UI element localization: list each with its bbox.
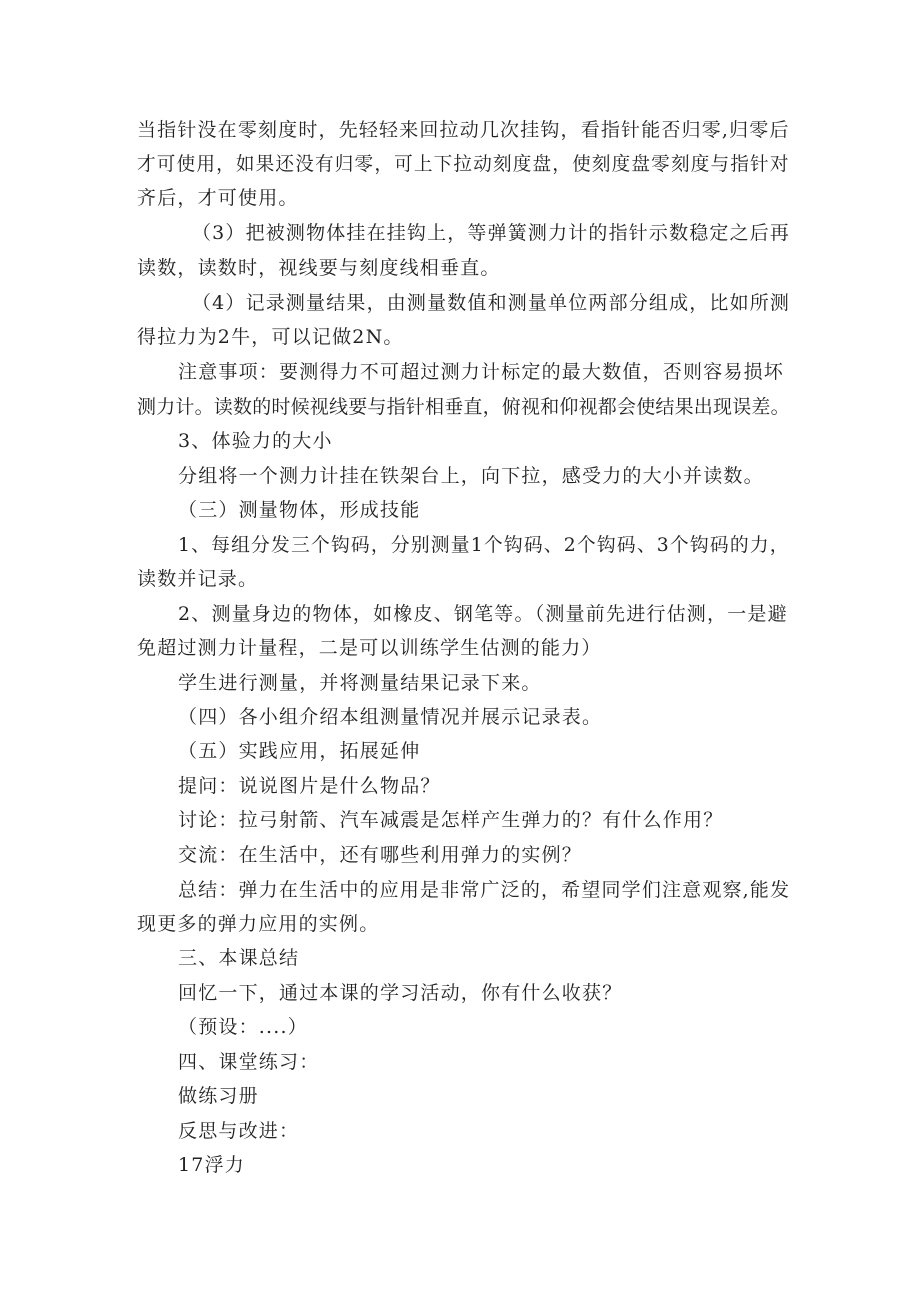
text-line: 读数，读数时，视线要与刻度线相垂直。 <box>137 257 501 279</box>
section-heading: （三）测量物体，形成技能 <box>178 499 421 521</box>
text-line: 回忆一下，通过本课的学习活动，你有什么收获？ <box>178 982 623 1004</box>
text-line: （预设：....） <box>178 1016 308 1038</box>
text-line: 现更多的弹力应用的实例。 <box>137 913 380 935</box>
text-line: 当指针没在零刻度时，先轻轻来回拉动几次挂钩，看指针能否归零,归零后 <box>137 119 790 141</box>
text-line: （4）记录测量结果，由测量数值和测量单位两部分组成，比如所测 <box>192 292 791 314</box>
lesson-title: 17浮力 <box>178 1154 245 1176</box>
text-line: 提问：说说图片是什么物品？ <box>178 775 441 797</box>
section-heading: 四、课堂练习： <box>178 1051 320 1073</box>
text-line: 讨论：拉弓射箭、汽车减震是怎样产生弹力的？有什么作用？ <box>178 809 724 831</box>
text-line: 学生进行测量，并将测量结果记录下来。 <box>178 672 542 694</box>
section-heading: 3、体验力的大小 <box>178 430 333 452</box>
section-heading: （五）实践应用，拓展延伸 <box>178 740 421 762</box>
text-line: 测力计。读数的时候视线要与指针相垂直，俯视和仰视都会使结果出现误差。 <box>137 396 790 418</box>
text-line: 1、每组分发三个钩码，分别测量1个钩码、2个钩码、3个钩码的力， <box>178 534 790 556</box>
text-line: （3）把被测物体挂在挂钩上，等弹簧测力计的指针示数稳定之后再 <box>192 222 791 244</box>
section-heading: 三、本课总结 <box>178 947 300 969</box>
text-line: 免超过测力计量程，二是可以训练学生估测的能力） <box>137 637 602 659</box>
text-line: 反思与改进： <box>178 1120 300 1142</box>
text-line: 2、测量身边的物体，如橡皮、钢笔等。（测量前先进行估测，一是避 <box>178 603 788 625</box>
text-line: 分组将一个测力计挂在铁架台上，向下拉，感受力的大小并读数。 <box>178 465 764 487</box>
text-line: 齐后，才可使用。 <box>137 187 299 209</box>
section-heading: （四）各小组介绍本组测量情况并展示记录表。 <box>178 706 603 728</box>
text-line: 才可使用，如果还没有归零，可上下拉动刻度盘，使刻度盘零刻度与指针对 <box>137 153 790 175</box>
text-line: 交流：在生活中，还有哪些利用弹力的实例？ <box>178 844 583 866</box>
text-line: 总结：弹力在生活中的应用是非常广泛的，希望同学们注意观察,能发 <box>178 879 791 901</box>
text-line: 做练习册 <box>178 1085 259 1107</box>
text-line: 读数并记录。 <box>137 568 259 590</box>
text-line: 注意事项：要测得力不可超过测力计标定的最大数值，否则容易损坏 <box>178 361 785 383</box>
text-line: 得拉力为2牛，可以记做2N。 <box>137 326 404 348</box>
